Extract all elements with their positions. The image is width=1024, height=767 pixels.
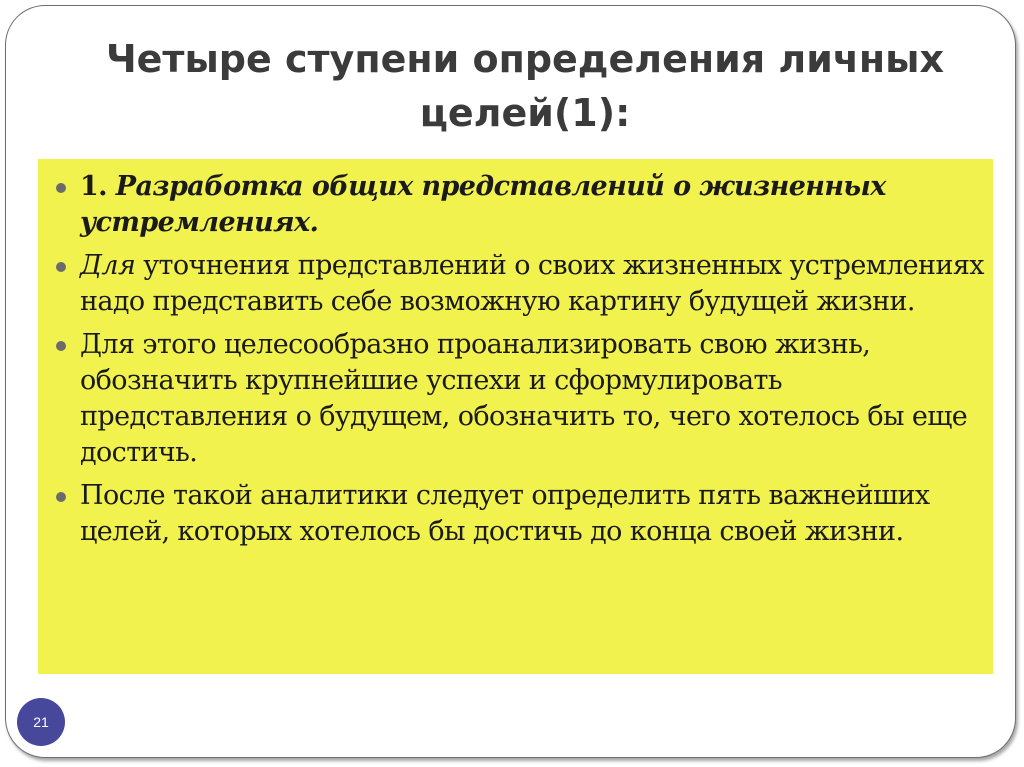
bullet-item-3 [38,327,988,471]
content-box [38,159,993,674]
bullet-text: уточнения представлений о своих жизненных устремлениях надо представить себе возможную картину будущей жизни. [80,250,984,317]
bullet-dot-icon [56,262,66,272]
slide-title: Четыре ступени определения личных целей(1): [105,37,945,135]
bullet-dot-icon [56,341,66,351]
bullet-text: Для этого целесообразно проанализировать свою жизнь, обозначить крупнейшие успехи и сформулировать представления о будущем, обозначить то, чего хотелось бы еще достичь. [80,329,968,468]
page-number-badge: 21 [17,698,65,746]
bullet-item-4 [38,478,988,550]
bullet-dot-icon [56,183,66,193]
bullet-text: После такой аналитики следует определить пять важнейших целей, которых хотелось бы достичь до конца своей жизни. [80,480,930,547]
bullet-list [38,169,988,557]
bullet-item-1 [38,169,988,241]
bullet-item-2 [38,248,988,320]
bullet-lead-word: Для [80,250,136,281]
bullet-heading: Разработка общих представлений о жизненных устремлениях. [80,171,886,238]
bullet-dot-icon [56,492,66,502]
bullet-number: 1. [80,171,116,202]
